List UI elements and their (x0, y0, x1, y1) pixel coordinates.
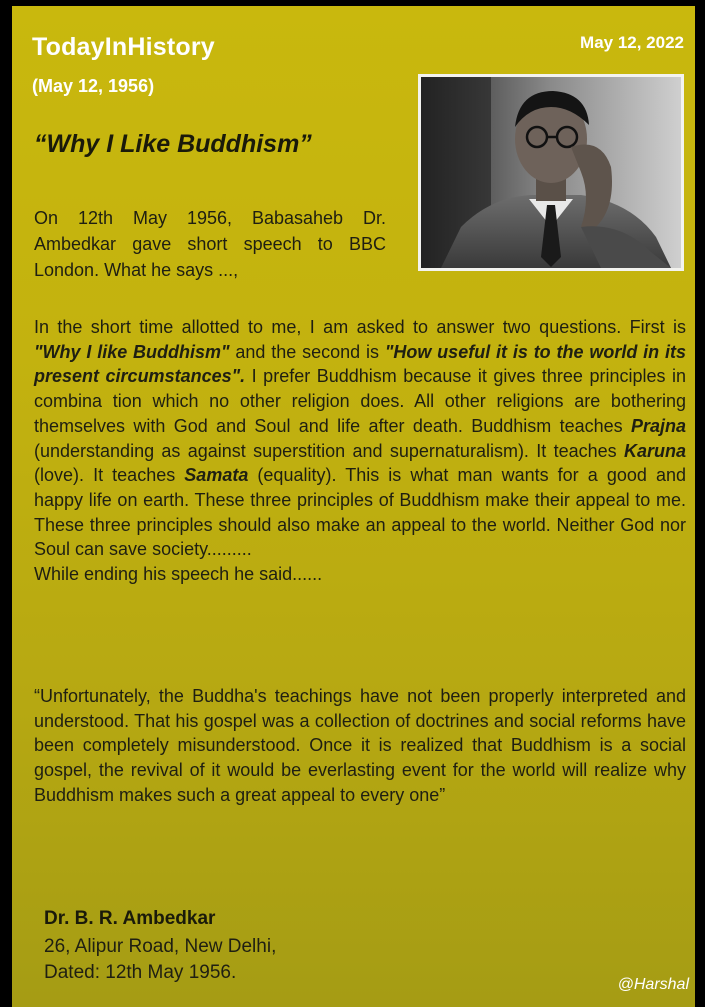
closing-quote: “Unfortunately, the Buddha's teachings have not been properly interpreted and understood. That his gospel was a collection of doctrines and social reforms have been completely misunderstood. Once it is realized that Buddhism is a social gospel, the revival of it would be everlasting event for the world will realize why Buddhism makes such a great appeal to every one” (34, 686, 686, 805)
question-one: "Why I like Buddhism" (34, 341, 230, 362)
portrait-image (421, 77, 681, 268)
term-prajna: Prajna (630, 415, 686, 436)
speech-text: and the second is (229, 341, 385, 362)
poster (12, 6, 695, 1007)
speech-text: (understanding as against superstition and supernaturalism). It teaches (34, 440, 624, 461)
speech-text: (love). It teaches (34, 465, 185, 486)
portrait-photo (418, 74, 684, 271)
speech-paragraph (34, 315, 686, 587)
speech-text: I prefer Buddhism because it gives three principles in combina tion which no other religion does. All other religions are bothering themselves with God and Soul and life after death. Buddhism teaches (34, 366, 687, 436)
quote-title: “Why I Like Buddhism” (34, 130, 312, 158)
header-title: TodayInHistory (32, 33, 215, 61)
header-subtitle: (May 12, 1956) (32, 76, 155, 96)
signature-dated: Dated: 12th May 1956. (44, 962, 237, 983)
credit-handle: @Harshal (617, 976, 689, 993)
signature-address: 26, Alipur Road, New Delhi, (44, 936, 277, 957)
signature-name: Dr. B. R. Ambedkar (44, 908, 216, 929)
question-two: "How useful it is to the world in its present circumstances". (34, 341, 686, 387)
speech-text: In the short time allotted to me, I am asked to answer two questions. First is (34, 317, 686, 337)
header-date: May 12, 2022 (580, 33, 684, 52)
speech-text: (equality). This is what man wants for a good and happy life on earth. These three principles of Buddhism make their appeal to me. These three principles should also make an appeal to the world. Neither God nor Soul can save society......... (34, 465, 686, 560)
intro-paragraph: On 12th May 1956, Babasaheb Dr. Ambedkar gave short speech to BBC London. What he says ..., (34, 208, 386, 280)
term-karuna: Karuna (623, 440, 686, 461)
speech-ending: While ending his speech he said...... (34, 564, 323, 585)
term-samata: Samata (184, 465, 249, 486)
